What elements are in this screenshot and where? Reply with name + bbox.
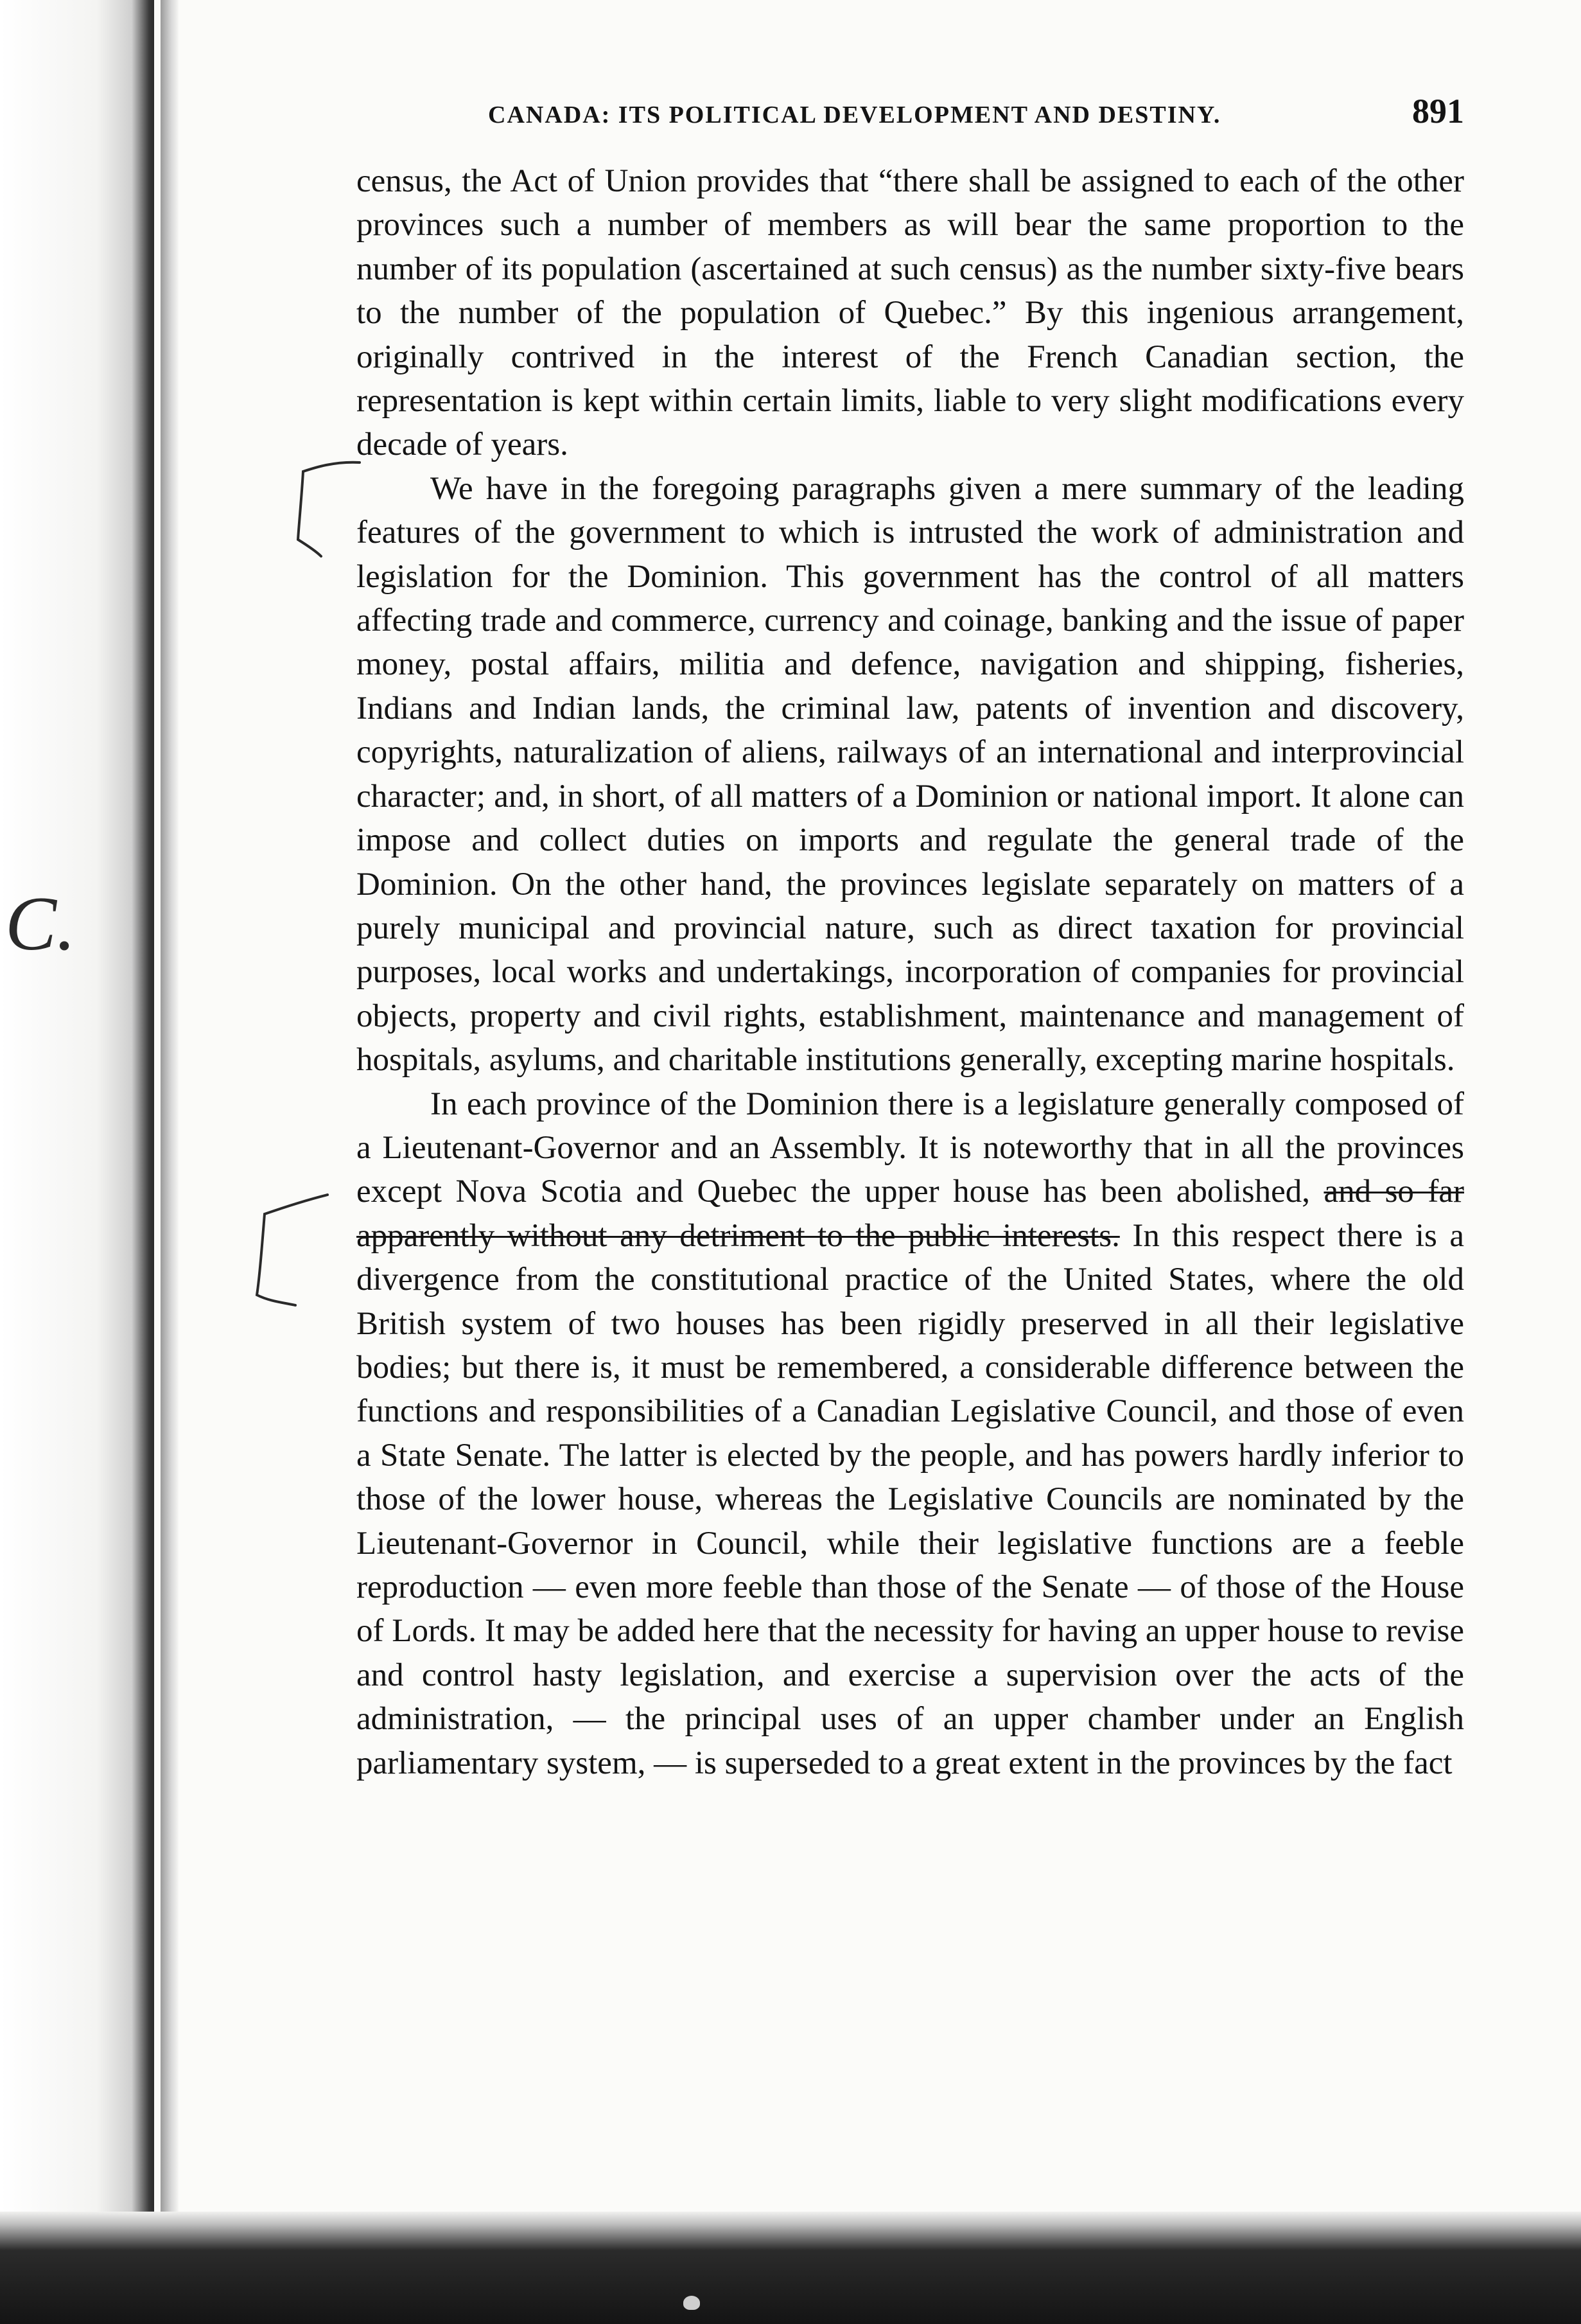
scanner-mark-icon <box>683 2296 700 2310</box>
margin-letter-text: C. <box>5 881 76 966</box>
paragraph-3-continuation: In this respect there is a divergence from the constitutional practice of the United States, where the old British system of two houses has been rigidly preserved in all their legislative bodies; but there is, it must be remembered, a considerable difference between the functions and responsibilities of a Canadian Legislative Council, and those of even a State Senate. The latter is elected by the people, and has powers hardly inferior to those of the lower house, whereas the Legislative Councils are nominated by the Lieutenant-Governor in Council, while their legislative functions are a feeble reproduction — even more feeble than those of the Senate — of those of the House of Lords. It may be added here that the necessity for having an upper house to revise and control hasty legislation, and exercise a supervision over the acts of the administration, — the principal uses of an upper chamber under an English parliamentary system, — is superseded to a great extent in the provinces by the fact <box>356 1217 1465 1781</box>
paragraph-3-text: In each province of the Dominion there is a legislature generally composed of a Lieutenant-Governor and an Assembly. It is noteworthy that in all the provinces except Nova Scotia and Quebec the upper house has been abolished, <box>356 1086 1464 1210</box>
book-binding-edge <box>0 0 154 2324</box>
running-head <box>488 91 1464 131</box>
scan-bottom-edge <box>0 2212 1581 2324</box>
margin-bracket-mark-2 <box>231 1182 334 1310</box>
struck-through-passage: and so far apparently without any detriment to the public interests. <box>356 1174 1464 1254</box>
paragraph-1: census, the Act of Union provides that “there shall be assigned to each of the other provinces such a number of members as will bear the same proportion to the number of its population (ascertained at such census) as the number sixty-five bears to the number of the population of Quebec.” By this ingenious arrangement, originally contrived in the interest of the French Canadian section, the representation is kept within certain limits, liable to very slight modifications every decade of years. <box>356 163 1464 463</box>
body-text <box>356 159 1464 1785</box>
paragraph-3 <box>356 1082 1464 1786</box>
margin-bracket-mark-1 <box>276 450 366 559</box>
page-number: 891 <box>1412 92 1464 130</box>
gutter-shadow <box>161 0 179 2324</box>
paragraph-2: We have in the foregoing paragraphs given a mere summary of the leading features of the government to which is intrusted the work of administration and legislation for the Dominion. This government has the control of all matters affecting trade and commerce, currency and coinage, banking and the issue of paper money, postal affairs, militia and defence, navigation and shipping, fisheries, Indians and Indian lands, the criminal law, patents of invention and discovery, copyrights, naturalization of aliens, railways of an international and interprovincial character; and, in short, of all matters of a Dominion or national import. It alone can impose and collect duties on imports and regulate the general trade of the Dominion. On the other hand, the provinces legislate separately on matters of a purely municipal and provincial nature, such as direct taxation for provincial purposes, local works and undertakings, incorporation of companies for provincial objects, property and civil rights, establishment, maintenance and management of hospitals, asylums, and charitable institutions generally, excepting marine hospitals. <box>356 470 1464 1078</box>
running-title: CANADA: ITS POLITICAL DEVELOPMENT AND DESTINY. <box>488 101 1221 128</box>
